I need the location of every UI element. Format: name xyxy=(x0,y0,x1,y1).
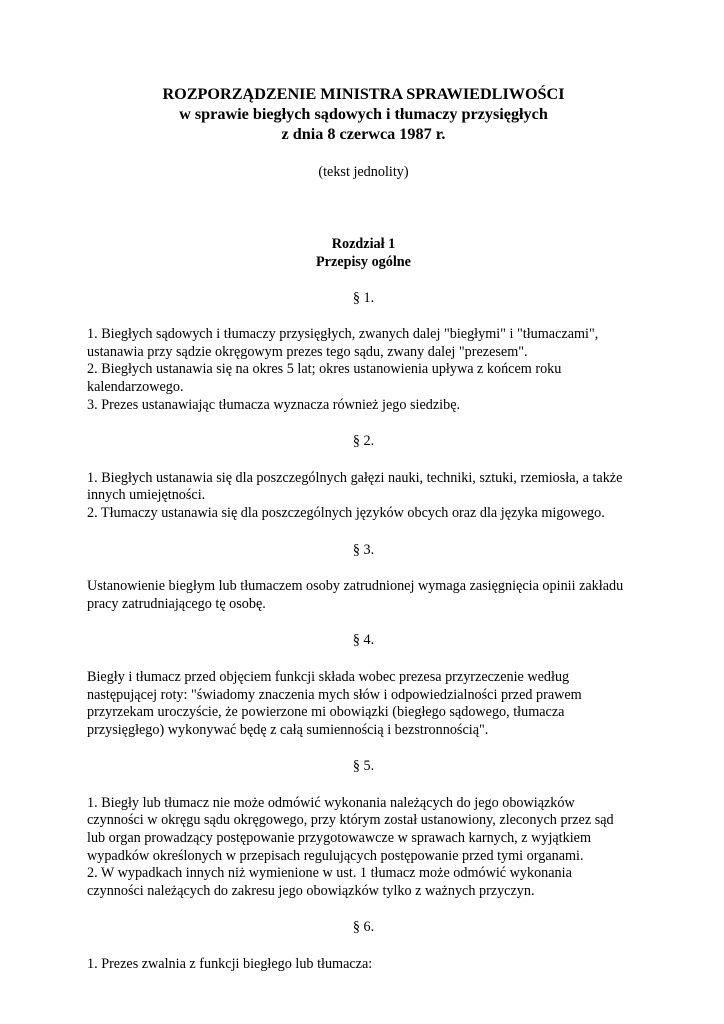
section-text-line: 1. Biegłych sądowych i tłumaczy przysięgłych, zwanych dalej "biegłymi" i "tłumaczami", xyxy=(87,326,599,343)
section-mark: § 4. xyxy=(352,632,375,649)
section-text-line: Ustanowienie biegłym lub tłumaczem osoby zatrudnionej wymaga zasięgnięcia opinii zakładu xyxy=(87,578,624,595)
chapter-number: Rozdział 1 xyxy=(331,235,396,252)
section-body xyxy=(87,326,640,414)
title-line-1: ROZPORZĄDZENIE MINISTRA SPRAWIEDLIWOŚCI xyxy=(162,85,565,103)
section-body xyxy=(87,578,640,613)
section-text-line: 1. Biegły lub tłumacz nie może odmówić wykonania należących do jego obowiązków xyxy=(87,794,575,811)
title-line-3: z dnia 8 czerwca 1987 r. xyxy=(281,125,446,143)
title-line-2: w sprawie biegłych sądowych i tłumaczy przysięgłych xyxy=(179,105,548,123)
section-text-line: ustanawia przy sądzie okręgowym prezes tego sądu, zwany dalej "prezesem". xyxy=(87,343,528,360)
document-subtitle: (tekst jednolity) xyxy=(318,164,409,180)
sections-container xyxy=(87,290,640,974)
chapter-heading xyxy=(87,235,640,271)
section-text-line: przyrzekam uroczyście, że powierzone mi obowiązki (biegłego sądowego, tłumacza xyxy=(87,704,565,721)
section-text-line: następującej roty: "świadomy znaczenia mych słów i odpowiedzialności przed prawem xyxy=(87,686,582,703)
section-body xyxy=(87,956,640,974)
section-mark: § 6. xyxy=(352,919,375,936)
section-text-line: pracy zatrudniającego tę osobę. xyxy=(87,595,266,612)
document-title xyxy=(87,84,640,144)
section-text-line: czynności w okręgu sądu okręgowego, przy którym został ustanowiony, zleconych przez sąd xyxy=(87,812,614,829)
section-text-line: 1. Biegłych ustanawia się dla poszczególnych gałęzi nauki, techniki, sztuki, rzemiosła, a także xyxy=(87,469,623,486)
section-text-line: kalendarzowego. xyxy=(87,378,184,395)
section-mark: § 1. xyxy=(352,289,375,306)
section-text-line: przysięgłego) wykonywać będę z całą sumiennością i bezstronnością". xyxy=(87,721,489,738)
section-text-line: 3. Prezes ustanawiając tłumacza wyznacza również jego siedzibę. xyxy=(87,396,461,413)
section-body xyxy=(87,669,640,739)
section-body xyxy=(87,470,640,523)
section-text-line: 2. Biegłych ustanawia się na okres 5 lat; okres ustanowienia upływa z końcem roku xyxy=(87,361,562,378)
document-page xyxy=(87,84,640,974)
section-mark: § 3. xyxy=(352,541,375,558)
section-mark: § 5. xyxy=(352,758,375,775)
section-mark: § 2. xyxy=(352,433,375,450)
chapter-name: Przepisy ogólne xyxy=(316,253,411,270)
section-text-line: 2. W wypadkach innych niż wymienione w ust. 1 tłumacz może odmówić wykonania xyxy=(87,865,572,882)
section-text-line: czynności należących do zakresu jego obowiązków tylko z ważnych przyczyn. xyxy=(87,882,535,899)
section-text-line: 2. Tłumaczy ustanawia się dla poszczególnych języków obcych oraz dla języka migowego. xyxy=(87,504,605,521)
section-body xyxy=(87,795,640,901)
section-text-line: Biegły i tłumacz przed objęciem funkcji składa wobec prezesa przyrzeczenie według xyxy=(87,668,570,685)
section-text-line: wypadków określonych w przepisach regulujących postępowanie przed tymi organami. xyxy=(87,847,584,864)
section-text-line: lub organ prowadzący postępowanie przygotowawcze w sprawach karnych, z wyjątkiem xyxy=(87,830,591,847)
section-text-line: innych umiejętności. xyxy=(87,487,206,504)
section-text-line: 1. Prezes zwalnia z funkcji biegłego lub tłumacza: xyxy=(87,956,373,973)
